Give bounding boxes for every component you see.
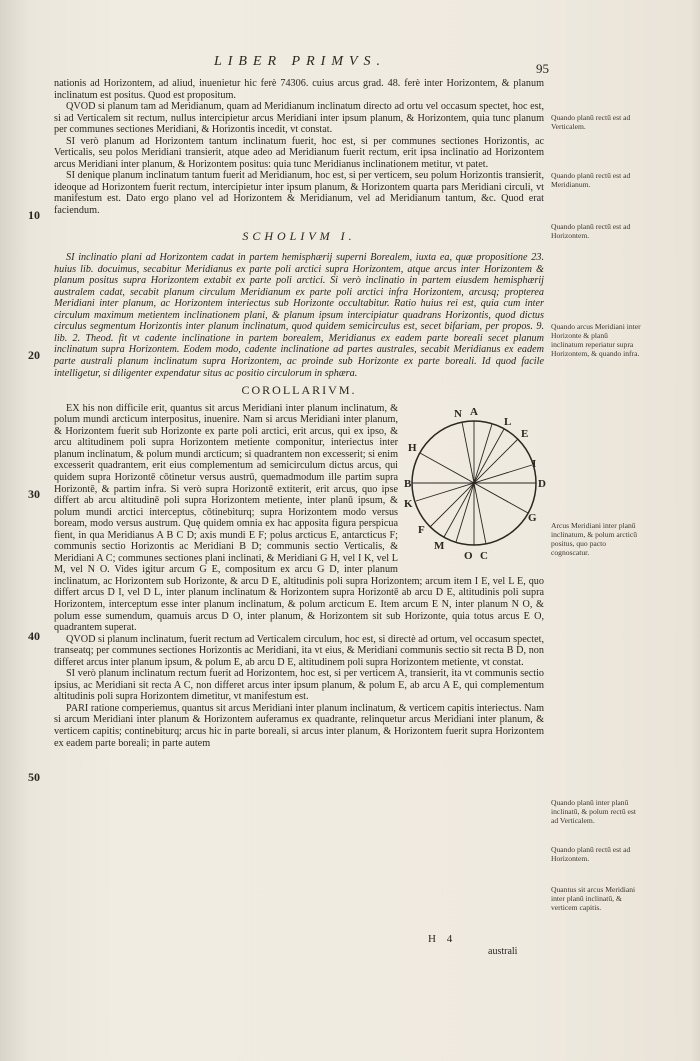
- margin-note: Arcus Meridiani inter planū inclinatum, & polum arcticū positus, quo pacto cognoscatur.: [551, 521, 638, 557]
- line-number-30: 30: [28, 487, 40, 501]
- label-F: F: [418, 523, 425, 536]
- meridian-diagram: [404, 403, 544, 563]
- margin-note: Quando planū inter planū inclinatū, & polum rectū est ad Verticalem.: [551, 798, 636, 825]
- paragraph: SI verò planum inclinatum rectum fuerit ad Horizontem, hoc est, si per verticem A, transierit, ita vt communis sectio ipsius, ac Meridiani sit recta A C, non differet arcus inter ipsum planum, & polum E, ab arcu A E, qui complementum altitudinis poli supra Horizontem dimetitur, vt manifestum est.: [54, 668, 544, 703]
- margin-note: Quando planū rectū est ad Horizontem.: [551, 845, 631, 863]
- label-O: O: [464, 549, 473, 562]
- paragraph: QVOD si planum inclinatum, fuerit rectum ad Verticalem circulum, hoc est, si directè ad ortum, vel occasum spectet, transeatq; per communes sectiones Horizontis ac Meridiani, ita vt eius, & Meridiani communis sectio sit recta B D, non differet arcus inter planum ipsum, & polum E, ab arcu D E, altitudinem poli supra Horizontem metiente, vt constat.: [54, 633, 544, 668]
- margin-note: Quando planū rectū est ad Horizontem.: [551, 222, 631, 240]
- margin-note: Quando planū rectū est ad Verticalem.: [551, 113, 631, 131]
- paragraph: SI denique planum inclinatum tantum fuerit ad Meridianum, hoc est, si per verticem, seu polum Horizontis transierit, ideoque ad Horizontem fuerit rectum, intercipietur inter ipsum planum, & Horizontem quarta pars Meridiani circuli, vt manifestum est. Dato ergo plano vel ad Horizontem & Meridianum, vel ad Meridianum tantum, &c. Quod erat faciendum.: [54, 170, 544, 217]
- line-number-50: 50: [28, 770, 40, 784]
- margin-note: Quando planū rectū est ad Meridianum.: [551, 171, 631, 189]
- running-title: LIBER PRIMVS.: [213, 54, 387, 69]
- label-H: H: [408, 441, 417, 454]
- label-I: I: [532, 457, 537, 470]
- line-number-40: 40: [28, 629, 40, 643]
- paragraph: SI verò planum ad Horizontem tantum inclinatum fuerit, hoc est, si per communes sectiones Horizontis, ac Verticalis, seu polos Meridiani transierit, atque adeo ad Meridianum fuerit rectum, erit ipsa inclinatio ad Horizontem arcus Meridiani inter planum, & Horizontem positus: quia tunc Meridianus inclinationem metitur, vt patet.: [54, 135, 544, 170]
- label-E: E: [521, 427, 529, 440]
- label-B: B: [404, 477, 412, 490]
- paragraph: QVOD si planum tam ad Meridianum, quam ad Meridianum inclinatum directo ad ortu vel occasum spectet, hoc est, si ad Verticalem sit rectum, nullus intercipietur arcus Meridiani inter ipsum planum, & Horizontem, quia tunc planum per communes sectiones Meridiani, & Horizontis incedit, vt constat.: [54, 101, 544, 136]
- corollarium-heading: COROLLARIVM.: [241, 383, 357, 398]
- margin-note: Quantus sit arcus Meridiani inter planū inclinatū, & verticem capitis.: [551, 885, 636, 912]
- label-C: C: [480, 549, 488, 562]
- line-number-20: 20: [28, 348, 40, 362]
- label-G: G: [528, 511, 537, 524]
- corollarium-paragraph: [54, 403, 544, 634]
- label-L: L: [504, 415, 512, 428]
- label-K: K: [404, 497, 413, 510]
- signature-mark: H 4: [428, 933, 457, 945]
- paragraph: PARI ratione comperiemus, quantus sit arcus Meridiani inter planum inclinatum, & verticem capitis interiectus. Nam si arcum Meridiani inter planum & Horizontem auferamus ex quadrante, relinquetur arcus Meridiani inter planum, & verticem capitis; continebiturq; arcus hic in parte boreali, si arcus inter planum, & Horizontem fuerit supra Horizontem ex eadem parte boreali; in parte autem: [54, 702, 544, 749]
- paragraph: nationis ad Horizontem, ad aliud, inuenietur hic ferè 74306. cuius arcus grad. 48. ferè inter Horizontem, & planum inclinatum est positus. Quod est propositum.: [54, 78, 544, 101]
- scholium-paragraph: SI inclinatio plani ad Horizontem cadat in partem hemisphærij superni Borealem, iuxta ea, quæ propositione 23. huius lib. docuimus, secabitur Meridianus ex parte poli arctici supra Horizontem, atque arcus inter Horizontem & planum positus supra Horizontem extabit ex parte poli arctici. Si verò inclinatio in partem eiusdem hemisphærij australem cadat, secabit planum circulum Meridianum ex parte poli arctici infra Horizontem, arcusq; propterea Meridiani inter planum, ac Horizontem interiectus sub Horizonte occultabitur. Ratio huius rei est, quia cum inter circulum maximum metientem inclinationem plani, & planum ipsum intercipiatur quadrans Horizontis, quod dictus circulus segmentum Horizontis inter planum inclinatum, quod quidem semicirculus est, secet bifariam, per propos. 9. lib. 2. Theod. fit vt cadente inclinatione in partem borealem, Meridianus ex eadem parte boreali secet planum inclinatum supra Horizontem. Eodem modo, cadente inclinatione ad partes australes, secabit Meridianus ex eadem parte australi planum inclinatum supra Horizontem, ac proinde sub Horizonte ex parte boreali. Id quod facile intelligetur, si diligenter expendatur situs ac positio circulorum in sphæra.: [54, 252, 544, 379]
- label-M: M: [434, 539, 445, 552]
- meridian-figure: [404, 403, 544, 563]
- page-number: 95: [536, 61, 549, 76]
- scholium-heading: SCHOLIVM I.: [242, 228, 356, 243]
- label-A: A: [470, 405, 478, 418]
- label-N: N: [454, 407, 462, 420]
- corollarium-text: EX his non difficile erit, quantus sit arcus Meridiani inter planum inclinatum, & polum mundi arcticum interpositus, inuenire. Nam si arcus Meridiani inter planum, & Horizontem fuerit sub Horizonte ex parte poli arctici, erit arcus, qui ex ipso, & arcu altitudinem poli supra Horizontem metiente componitur, interiectus inter planum inclinatum, & polum mundi arcticum; si quadrantem non excesserit; si enim excesserit quadrantem, erit eius complementum ad semicirculum dictus arcus, qui quidem supra Horizontē cōtinetur versus austrū, quemadmodum ille partim supra Horizontē, & partim infra. Si verò supra Horizontē extiterit, erit arcus, quo ipse differt ab arcu altitudinē poli supra Horizontem metiente, inter planū ipsum, & polum mundi arctici interceptus, cōtinebiturq; supra Horizontem modo versus boream, modo versus austrum. Quę quidem omnia ex hac apposita figura perspicua fient, in qua Meridianus A B C D; axis mundi E F; polus arcticus E, antarcticus F; communis sectio Horizontis ac Meridiani B D; communis sectio Verticalis, & Meridiani A C; communes sectiones plani inclinati, & Meridiani G H, vel I K, vel L M, vel N O. Vides igitur arcum G E, compositum ex arcu G D, inter planum inclinatum, ac Horizontem sub Horizonte, & arcu D E, altitudinis poli supra Horizontem; arcum item I E, vel L E, quo differt arcus D I, vel D L, inter planum inclinatum & Horizontem supra Horizontē ab arcu D E, altitudinis poli supra Horizontem, interceptum esse inter planum inclinatum, & polum arcticum E. Item arcum E N, inter planum N O, & polum esse sumendum, quamuis arcus D O, inter planum, & Horizontem sit sub Horizonte, quia totus arcus E O, quadrantem superat.: [54, 402, 544, 634]
- line-number-10: 10: [28, 208, 40, 222]
- catchword: australi: [488, 946, 518, 957]
- margin-note: Quando arcus Meridiani inter Horizonte & planū inclinatum reperiatur supra Horizontem, & quando infra.: [551, 322, 641, 358]
- label-D: D: [538, 477, 546, 490]
- main-text-column: [54, 78, 544, 749]
